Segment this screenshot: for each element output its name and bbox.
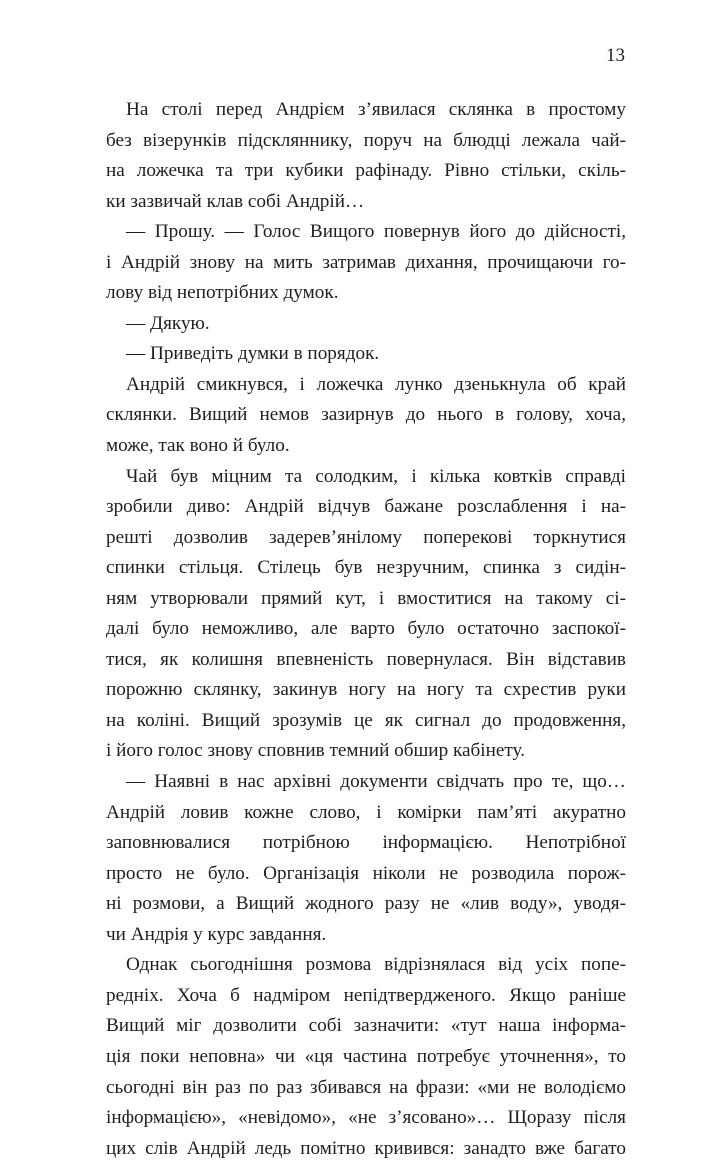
text-line: цих слів Андрій ледь помітно кривився: занадто вже багато <box>106 1137 626 1159</box>
text-line: заповнювалися потрібною інформацією. Непотрібної <box>106 832 626 854</box>
text-line: Андрій смикнувся, і ложечка лунко дзенькнула об край <box>126 373 626 395</box>
text-line: просто не було. Організація ніколи не розводила порож- <box>106 862 626 884</box>
text-line: і Андрій знову на мить затримав дихання, прочищаючи го- <box>106 251 626 273</box>
text-line: редніх. Хоча б надміром непідтвердженого. Якщо раніше <box>106 984 626 1006</box>
text-line: тися, як колишня впевненість повернулася. Він відставив <box>106 648 626 670</box>
text-line: Однак сьогоднішня розмова відрізнялася від усіх попе- <box>126 954 626 976</box>
text-line: — Приведіть думки в порядок. <box>126 343 380 365</box>
text-line: Вищий міг дозволити собі зазначити: «тут наша інформа- <box>106 1015 626 1037</box>
text-line: чи Андрія у курс завдання. <box>106 923 327 945</box>
text-line: порожню склянку, закинув ногу на ногу та схрестив руки <box>106 679 626 701</box>
text-line: ні розмови, а Вищий жодного разу не «лив воду», уводя- <box>106 893 626 915</box>
text-line: далі було неможливо, але варто було остаточно заспокої- <box>106 618 626 640</box>
text-line: — Дякую. <box>126 312 210 334</box>
text-line: інформацією», «невідомо», «не з’ясовано»… Щоразу після <box>106 1107 626 1129</box>
text-line: ням утворювали прямий кут, і вмоститися на такому сі- <box>106 587 626 609</box>
text-line: Андрій ловив кожне слово, і комірки пам’яті акуратно <box>106 801 626 823</box>
text-line: і його голос знову сповнив темний обшир кабінету. <box>106 740 525 762</box>
text-line: зробили диво: Андрій відчув бажане розслаблення і на- <box>106 496 626 518</box>
text-line: ція поки неповна» чи «ця частина потребує уточнення», то <box>106 1045 626 1067</box>
page-number: 13 <box>606 45 625 66</box>
page-body-text <box>106 95 626 1164</box>
text-line: може, так воно й було. <box>106 435 290 457</box>
text-line: склянки. Вищий немов зазирнув до нього в голову, хоча, <box>106 404 626 426</box>
text-line: На столі перед Андрієм з’явилася склянка в простому <box>126 99 626 120</box>
text-line: сьогодні він раз по раз збивався на фрази: «ми не володіємо <box>106 1076 626 1098</box>
text-line: лову від непотрібних думок. <box>106 282 339 304</box>
text-line: — Наявні в нас архівні документи свідчать про те, що… <box>126 771 626 793</box>
text-line: Чай був міцним та солодким, і кілька ковтків справді <box>126 465 626 487</box>
text-line: — Прошу. — Голос Вищого повернув його до дійсності, <box>126 221 626 243</box>
text-line: решті дозволив задерев’янілому поперекові торкнутися <box>106 526 626 548</box>
text-line: на ложечка та три кубики рафінаду. Рівно стільки, скіль- <box>106 160 626 182</box>
text-line: спинки стільця. Стілець був незручним, спинка з сидін- <box>106 557 626 579</box>
text-line: ки зазвичай клав собі Андрій… <box>106 190 365 212</box>
text-line: на коліні. Вищий зрозумів це як сигнал до продовження, <box>106 709 626 731</box>
text-line: без візерунків підсклянникy, поруч на блюдці лежала чай- <box>106 129 626 151</box>
